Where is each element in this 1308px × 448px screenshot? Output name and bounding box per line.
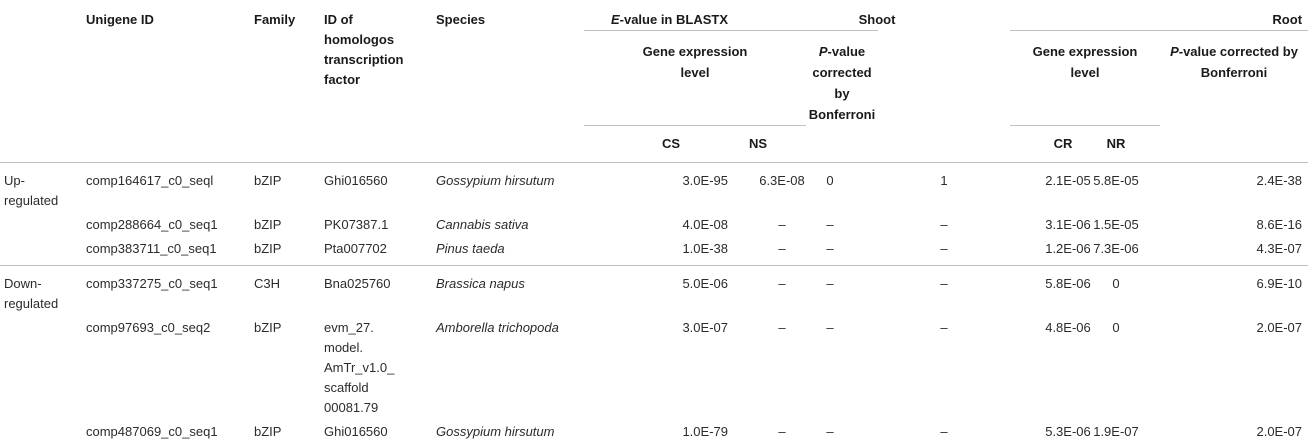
table-row [0,265,1308,314]
root-pvalue-text: -value corrected by Bonferroni [1178,44,1298,80]
cs-cell: – [778,240,786,256]
root-header: Root [1272,12,1303,27]
root-pvalue-cell: 6.9E-10 [1160,265,1308,314]
ns-cell: 0 [806,162,878,211]
shoot-pvalue-text: -value corrected by Bonferroni [808,44,876,122]
ns-cell: – [826,240,834,256]
root-pvalue-header [1160,31,1308,126]
cr-cell: 1.2E-06 [1045,240,1091,256]
family-cell: bZIP [254,162,324,211]
species-cell: Gossypium hirsutum [436,162,584,211]
nr-cell: 0 [1112,319,1120,335]
homolog-id-cell: Ghi016560 [324,423,388,439]
cr-cell: 5.8E-06 [1010,265,1092,314]
species-cell: Pinus taeda [436,240,505,256]
cs-header: CS [584,125,734,162]
group-label-cell [0,235,86,266]
ns-cell: – [826,423,834,439]
shoot-gene-expression-label: Gene expression level [642,44,748,80]
species-cell: Gossypium hirsutum [436,423,555,439]
unigene-id-cell: comp487069_c0_seq1 [86,423,218,439]
evalue-header-text: -value in BLASTX [619,12,728,27]
header-spacer [806,125,1010,162]
homolog-id-cell: PK07387.1 [324,216,389,232]
group-label-cell [0,211,86,235]
evalue-cell: 3.0E-07 [682,319,728,335]
family-cell: bZIP [254,216,282,232]
evalue-cell: 3.0E-95 [584,162,734,211]
shoot-pvalue-cell: – [940,319,948,335]
cr-header: CR [1010,125,1092,162]
group-label-cell [0,162,86,211]
family-header: Family [254,12,296,27]
family-cell: bZIP [254,423,282,439]
table-row [0,211,1308,235]
homolog-id-cell: Bna025760 [324,265,436,314]
cs-cell: – [778,319,786,335]
family-cell: bZIP [254,240,282,256]
homolog-id-cell: Pta007702 [324,240,387,256]
group-label: Up-regulated [4,172,59,208]
evalue-cell: 1.0E-38 [682,240,728,256]
cs-cell: 6.3E-08 [734,162,806,211]
cr-cell: 2.1E-05 [1010,162,1092,211]
root-gene-expression-header [1010,31,1160,126]
nr-header: NR [1092,125,1160,162]
ns-header: NS [734,125,806,162]
unigene-id-cell: comp164617_c0_seql [86,162,254,211]
group-label-cell [0,265,86,314]
shoot-header: Shoot [858,12,896,27]
evalue-cell: 4.0E-08 [682,216,728,232]
unigene-id-cell: comp383711_c0_seq1 [86,240,217,256]
evalue-cell: 5.0E-06 [584,265,734,314]
root-pvalue-italic: P [1170,44,1179,59]
root-pvalue-cell: 8.6E-16 [1256,216,1303,232]
shoot-pvalue-header [806,31,878,126]
root-pvalue-cell: 4.3E-07 [1256,240,1303,256]
species-cell: Cannabis sativa [436,216,529,232]
evalue-header [584,0,734,31]
table-row [0,162,1308,211]
homolog-id-cell: evm_27. model. AmTr_v1.0_ scaffold 00081.79 [324,319,395,415]
group-label-cell [0,314,86,418]
root-pvalue-cell: 2.0E-07 [1256,319,1303,335]
root-pvalue-cell: 2.0E-07 [1256,423,1303,439]
unigene-id-cell: comp337275_c0_seq1 [86,265,254,314]
table-row [0,418,1308,448]
table-row [0,235,1308,266]
ns-cell: – [826,319,834,335]
cs-cell: – [778,423,786,439]
homolog-id-header: ID of homologos transcription factor [324,12,404,87]
species-header: Species [436,12,486,27]
ns-cell: – [806,265,878,314]
cr-cell: 4.8E-06 [1045,319,1091,335]
ns-cell: – [826,216,834,232]
homolog-id-cell: Ghi016560 [324,162,436,211]
cs-cell: – [734,265,806,314]
root-gene-expression-label: Gene expression level [1032,44,1138,80]
nr-cell: 1.9E-07 [1093,423,1139,439]
table-row [0,314,1308,418]
group-label-cell [0,418,86,448]
header-spacer [0,31,584,126]
nr-cell: 7.3E-06 [1093,240,1139,256]
header-spacer [1160,125,1308,162]
shoot-pvalue-cell: – [878,265,1010,314]
shoot-pvalue-cell: 1 [878,162,1010,211]
shoot-pvalue-cell: – [940,216,948,232]
evalue-cell: 1.0E-79 [682,423,728,439]
nr-cell: 1.5E-05 [1093,216,1139,232]
unigene-id-header: Unigene ID [86,12,154,27]
shoot-gene-expression-header [584,31,806,126]
evalue-header-italic: E [610,12,620,27]
unigene-id-cell: comp288664_c0_seq1 [86,216,218,232]
unigene-id-cell: comp97693_c0_seq2 [86,319,211,335]
cs-cell: – [778,216,786,232]
group-label: Down-regulated [4,275,59,311]
cr-cell: 3.1E-06 [1045,216,1091,232]
nr-cell: 0 [1092,265,1160,314]
family-cell: C3H [254,265,324,314]
root-pvalue-cell: 2.4E-38 [1160,162,1308,211]
shoot-pvalue-cell: – [940,240,948,256]
family-cell: bZIP [254,319,282,335]
header-gap [878,31,1010,126]
species-cell: Amborella trichopoda [436,319,559,335]
group-header [0,0,86,31]
nr-cell: 5.8E-05 [1092,162,1160,211]
shoot-pvalue-cell: – [940,423,948,439]
header-spacer [0,125,584,162]
shoot-pvalue-italic: P [818,44,828,59]
cr-cell: 5.3E-06 [1045,423,1091,439]
species-cell: Brassica napus [436,265,584,314]
